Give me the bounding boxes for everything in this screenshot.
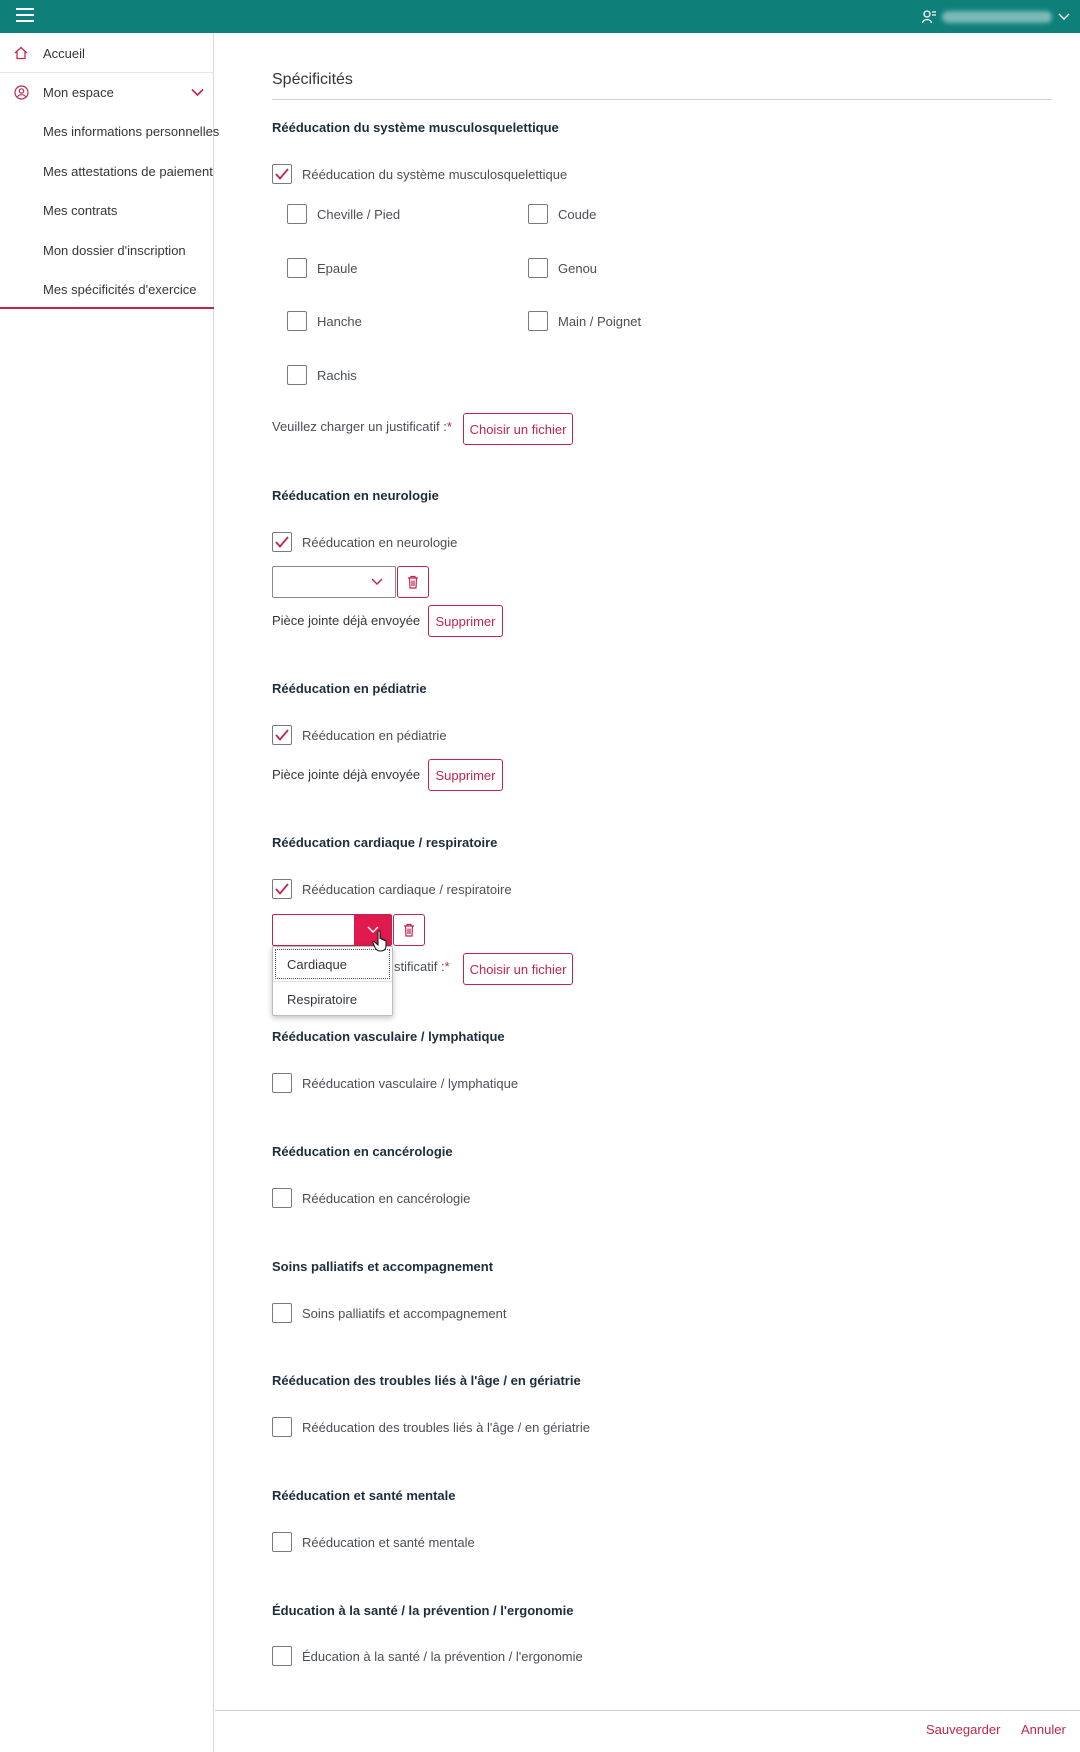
checkbox[interactable] [272,1646,292,1666]
save-button[interactable]: Sauvegarder [926,1722,1001,1737]
user-icon [922,10,936,24]
required-mark: * [446,419,452,434]
sidebar-item-label: Accueil [43,45,85,61]
checkbox[interactable] [272,1303,292,1323]
checkbox-label: Cheville / Pied [317,206,401,222]
section-title-cancer: Rééducation en cancérologie [272,1144,453,1159]
checkbox-main-poignet[interactable] [528,311,641,331]
attachment-label: Pièce jointe déjà envoyée [272,767,421,782]
chevron-down-icon[interactable] [191,88,204,97]
checkbox-label: Coude [558,206,597,222]
section-title-soins: Soins palliatifs et accompagnement [272,1259,494,1274]
sidebar-item-attestations[interactable] [0,153,214,189]
checkbox-cancer[interactable] [272,1188,470,1208]
checkbox-label: Éducation à la santé / la prévention / l'ergonomie [302,1648,583,1664]
checkbox-label: Rachis [317,367,357,383]
checkbox-soins[interactable] [272,1303,507,1323]
divider [0,72,214,73]
checkbox-epaule[interactable] [287,258,357,278]
checkbox-label: Rééducation en pédiatrie [302,727,447,743]
sidebar-item-label: Mes spécificités d'exercice [43,281,197,297]
user-menu[interactable] [922,7,1070,27]
checkbox-cheville[interactable] [287,204,400,224]
divider [272,99,1052,100]
user-name [942,11,1052,23]
checkbox-label: Rééducation et santé mentale [302,1534,475,1550]
sidebar-item-infos-perso[interactable] [0,113,220,149]
checkbox[interactable] [272,1188,292,1208]
section-title-geria: Rééducation des troubles liés à l'âge / en gériatrie [272,1373,581,1388]
section-title-neuro: Rééducation en neurologie [272,488,439,503]
section-title-musculo: Rééducation du système musculosquelettique [272,120,559,135]
sidebar-item-label: Mes attestations de paiement [43,163,213,179]
hamburger-icon[interactable] [16,8,34,24]
trash-icon [403,923,415,937]
checkbox[interactable] [272,879,292,899]
checkbox-label: Rééducation en cancérologie [302,1190,471,1206]
upload-label [272,419,452,434]
neuro-select[interactable] [272,566,396,598]
hand-cursor-icon [372,930,390,952]
sidebar-item-accueil[interactable] [0,35,214,71]
checkbox[interactable] [272,1532,292,1552]
dropdown-list [272,946,393,1016]
dropdown-option-respiratoire[interactable]: Respiratoire [287,991,358,1007]
checkbox-vasc[interactable] [272,1073,518,1093]
checkbox-hanche[interactable] [287,311,362,331]
checkbox[interactable] [287,204,307,224]
checkbox[interactable] [528,311,548,331]
sidebar-item-label: Mon dossier d'inscription [43,242,186,258]
upload-label-text: stificatif : [394,959,445,974]
checkbox[interactable] [272,164,292,184]
checkbox[interactable] [272,532,292,552]
main-content [215,33,1080,1752]
section-title-pedia: Rééducation en pédiatrie [272,681,427,696]
choose-file-button[interactable]: Choisir un fichier [463,413,573,445]
trash-icon [407,575,419,589]
checkbox-geria[interactable] [272,1417,590,1437]
sidebar-item-label: Mes informations personnelles [43,123,220,139]
required-mark: * [444,959,450,974]
section-title-mental: Rééducation et santé mentale [272,1488,456,1503]
attachment-label: Pièce jointe déjà envoyée [272,613,421,628]
upload-label [394,959,450,974]
home-icon [13,45,29,61]
checkbox-label: Rééducation en neurologie [302,534,458,550]
section-title-educ: Éducation à la santé / la prévention / l'ergonomie [272,1603,574,1618]
checkbox-label: Soins palliatifs et accompagnement [302,1305,507,1321]
checkbox-label: Epaule [317,260,358,276]
checkbox-label: Rééducation du système musculosquelettique [302,166,568,182]
delete-select-button[interactable] [393,914,425,946]
top-bar [0,0,1080,33]
chevron-down-icon[interactable] [359,567,395,597]
checkbox-pedia[interactable] [272,725,447,745]
sidebar-item-mon-espace[interactable] [0,74,214,110]
checkbox[interactable] [272,1073,292,1093]
checkbox[interactable] [272,725,292,745]
sidebar-item-contrats[interactable] [0,192,214,228]
sidebar-item-label: Mon espace [43,84,114,100]
sidebar [0,33,220,1752]
checkbox-label: Hanche [317,313,362,329]
check-icon [275,883,289,895]
chevron-down-icon [1058,13,1070,21]
cancel-button[interactable]: Annuler [1021,1722,1066,1737]
checkbox-coude[interactable] [528,204,596,224]
checkbox-mental[interactable] [272,1532,475,1552]
checkbox-label: Main / Poignet [558,313,642,329]
checkbox-rachis[interactable] [287,365,357,385]
section-title-vasc: Rééducation vasculaire / lymphatique [272,1029,505,1044]
sidebar-item-label: Mes contrats [43,202,118,218]
checkbox-neuro[interactable] [272,532,457,552]
checkbox-label: Rééducation des troubles liés à l'âge / en gériatrie [302,1419,590,1435]
checkbox[interactable] [272,1417,292,1437]
checkbox[interactable] [287,258,307,278]
choose-file-button[interactable]: Choisir un fichier [463,953,573,985]
checkbox[interactable] [287,311,307,331]
checkbox[interactable] [528,258,548,278]
check-icon [275,168,289,180]
sidebar-item-specificites[interactable] [0,271,214,307]
checkbox-educ[interactable] [272,1646,583,1666]
user-circle-icon [13,84,29,100]
delete-attachment-button[interactable]: Supprimer [428,605,503,637]
check-icon [275,729,289,741]
checkbox[interactable] [528,204,548,224]
delete-select-button[interactable] [397,566,429,598]
checkbox-label: Genou [558,260,598,276]
checkbox-label: Rééducation cardiaque / respiratoire [302,881,512,897]
footer-divider [215,1710,1080,1711]
delete-attachment-button[interactable]: Supprimer [428,759,503,791]
checkbox-musculo[interactable] [272,164,567,184]
checkbox[interactable] [287,365,307,385]
check-icon [275,536,289,548]
upload-label-text: Veuillez charger un justificatif : [272,419,447,434]
checkbox-genou[interactable] [528,258,597,278]
dropdown-option-cardiaque[interactable]: Cardiaque [273,947,392,981]
checkbox-cardio[interactable] [272,879,512,899]
section-title-cardio: Rééducation cardiaque / respiratoire [272,835,498,850]
page-title: Spécificités [272,71,353,88]
active-indicator [0,307,214,309]
checkbox-label: Rééducation vasculaire / lymphatique [302,1075,519,1091]
sidebar-item-dossier[interactable] [0,232,214,268]
